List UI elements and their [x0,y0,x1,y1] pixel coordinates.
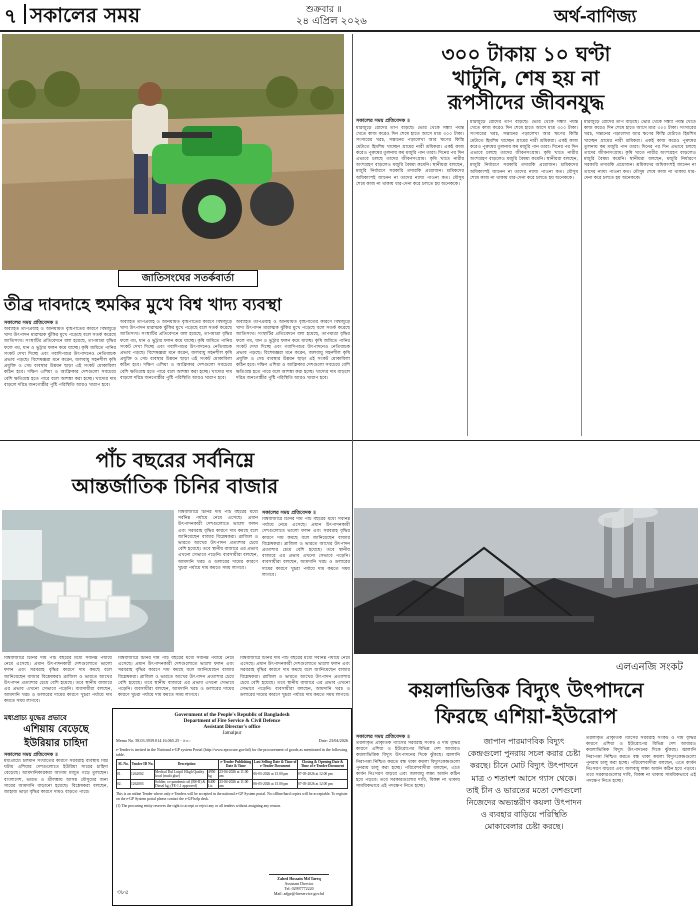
tender-line4: Jamalpur [222,730,242,736]
story1-byline: সকালের সময় প্রতিবেদক ॥ [356,118,410,124]
tender-line3: Assistant Director's office [203,724,261,730]
story4-headline-2: এশিয়ায় বেড়েছে [23,724,89,735]
paper-name: সকালের সময় [30,3,141,27]
table-row [117,769,348,779]
story4-headline-1: মধ্যপ্রাচ্য যুদ্ধের প্রভাবে [4,714,67,722]
story4-byline: সকালের সময় প্রতিবেদক ॥ [4,752,58,758]
coal-plant-photo [354,508,698,654]
tender-th: SL No. [117,760,131,770]
story2-body-col3: অব্যাহত তাপপ্রবাহ ও অনিয়মিত বৃষ্টিপাতের কারণে বিশ্বজুড়ে খাদ্য উৎপাদন মারাত্মক ঝুঁকির মুখে পড়েছে বলে সতর্ক করেছে জাতিসংঘ। সংস্থাটির প্রতিবেদনে বলা হয়েছে, তাপমাত্রা বৃদ্ধির ফলে গম, ধান ও ভুট্টার ফলন কমে যাচ্ছে। কৃষি জমিতে পানির সংকট দেখা দিচ্ছে এবং গবাদিপশুর উৎপাদনেও নেতিবাচক প্রভাব পড়ছে। বিশেষজ্ঞরা মনে করেন, জলবায়ু সহনশীল কৃষি প্রযুক্তি ও সেচ ব্যবস্থার উন্নয়ন ছাড়া এই সংকট মোকাবিলা কঠিন হবে। দক্ষিণ এশিয়া ও আফ্রিকার দেশগুলো সবচেয়ে বেশি ক্ষতিগ্রস্ত হতে পারে বলে আশঙ্কা করা হচ্ছে। খাদ্যের দাম বাড়লে দরিদ্র জনগোষ্ঠীর পুষ্টি পরিস্থিতি আরও খারাপ হবে। [236,320,350,381]
tender-note: This is an online Tender where only e-Tenders will be accepted in the national e-GP System portal. No offline/hard copies will be acceptable. To register on the e-GP System portal please contact the e-GP help desk. [116,792,348,802]
farmer-tiller-photo [2,34,344,270]
tender-memo: Memo No. 58.03.3939.014.16.065.25 - ৫৩০ [116,738,191,743]
tender-td: 6400 Ltr. [208,779,219,789]
issue-day: শুক্রবার ॥ [306,5,342,15]
story1-col-divider-1 [467,120,468,436]
tender-th: Tender ID No. [131,760,155,770]
tender-th: e-Tender Publishing Date & Time [220,760,252,769]
tender-th: Description [155,760,219,770]
masthead [0,0,700,30]
story5-pullquote: জাপান পারমাণবিক বিদ্যুৎ কেন্দ্রগুলো পুনরায় সচল করার চেষ্টা করছে। চীনে মোট বিদ্যুৎ উৎপাদনে মাত্র ৩ শতাংশ আসে গ্যাস থেকে। তাই চীন ও ভারতের মতো দেশগুলো নিজেদের অভ্যন্তরীণ কয়লা উৎপাদন ও ব্যবহার বাড়িয়ে পরিস্থিতি মোকাবেলার চেষ্টা করছে। [466,737,582,832]
tender-td: 23-04-2026 at 11.00 am [219,769,253,779]
tender-td: 01. [117,769,131,779]
main-column-divider [352,34,353,906]
tender-notice [112,708,352,906]
story1-body-col2: মাঠজুড়ে রোদের তাপ বাড়ছে। ভোর থেকে সন্ধ্যা পর্যন্ত খেতে কাজ করেও দিন শেষে হাতে আসে মাত্র ৩০০ টাকা। সংসারের খরচ, সন্তানের পড়ালেখা আর ঋণের কিস্তি মেটাতে হিমশিম খাচ্ছেন গ্রামের নারী শ্রমিকরা। একই কাজ করেও পুরুষের তুলনায় কম মজুরি পান তারা। দিনের পর দিন এভাবে চলছে তাদের জীবনসংগ্রাম। কৃষি খাতে নারীর অংশগ্রহণ বাড়লেও মজুরি বৈষম্য কমেনি। স্থানীয়রা বলছেন, মজুরি নির্ধারণে সরকারি তদারকি প্রয়োজন। শ্রমিকদের অধিকাংশই জানেন না তাদের ন্যায্য পাওনা কত। মৌসুম শেষে কাজ না থাকায় ধার-দেনা করে চলতে হয় অনেককে। [470,120,578,181]
tender-table-header [117,760,348,770]
story1-col-divider-2 [581,120,582,436]
tender-sign-title: Assistant Director [284,881,314,886]
tender-sign-phone: Tel: 02997772220 [284,886,314,891]
tender-th: Last Selling Date & Time of e-Tender Document [253,760,297,769]
story1-body-col1: মাঠজুড়ে রোদের তাপ বাড়ছে। ভোর থেকে সন্ধ্যা পর্যন্ত খেতে কাজ করেও দিন শেষে হাতে আসে মাত্র ৩০০ টাকা। সংসারের খরচ, সন্তানের পড়ালেখা আর ঋণের কিস্তি মেটাতে হিমশিম খাচ্ছেন গ্রামের নারী শ্রমিকরা। একই কাজ করেও পুরুষের তুলনায় কম মজুরি পান তারা। দিনের পর দিন এভাবে চলছে তাদের জীবনসংগ্রাম। কৃষি খাতে নারীর অংশগ্রহণ বাড়লেও মজুরি বৈষম্য কমেনি। স্থানীয়রা বলছেন, মজুরি নির্ধারণে সরকারি তদারকি প্রয়োজন। শ্রমিকদের অধিকাংশই জানেন না তাদের ন্যায্য পাওনা কত। মৌসুম শেষে কাজ না থাকায় ধার-দেনা করে চলতে হয় অনেককে। [356,126,464,187]
page-number: ৭ [4,4,18,28]
story5-kicker: এলএনজি সংকট [616,662,683,673]
story1-headline-2: খাটুনি, শেষ হয় না [452,66,600,90]
story3-body-col4: বিশ্ববাজারে চিনির দাম পাঁচ বছরের মধ্যে সর্বনিম্ন পর্যায়ে নেমে এসেছে। প্রধান উৎপাদনকারী দেশগুলোতে ভালো ফলন এবং সরবরাহ বৃদ্ধির কারণে দাম কমছে বলে জানিয়েছেন বাজার বিশ্লেষকরা। ব্রাজিল ও ভারতে আখের উৎপাদন প্রত্যাশার চেয়ে বেশি হয়েছে। তবে স্থানীয় বাজারে এর প্রভাব এখনো সেভাবে পড়েনি। ব্যবসায়ীরা বলছেন, আমদানি খরচ ও ডলারের দামের কারণে খুচরা পর্যায়ে দাম কমতে সময় লাগবে। [118,656,234,699]
story5-body-col1: তরলীকৃত প্রাকৃতিক গ্যাসের সরবরাহ সংকট ও দাম বৃদ্ধির কারণে এশিয়া ও ইউরোপের বিভিন্ন দেশ আবারও কয়লাভিত্তিক বিদ্যুৎ উৎপাদনের দিকে ঝুঁকছে। জ্বালানি নিরাপত্তা নিশ্চিত করতে বন্ধ থাকা কয়লা বিদ্যুৎকেন্দ্রগুলো পুনরায় চালু করা হচ্ছে। পরিবেশবাদীরা বলছেন, এতে কার্বন নিঃসরণ বাড়বে এবং জলবায়ু লক্ষ্য অর্জন কঠিন হয়ে পড়বে। তবে সরকারগুলোর দাবি, বিকল্প না থাকায় সাময়িকভাবে এই পদক্ষেপ নিতে হচ্ছে। [356,741,460,790]
tender-table [116,759,348,789]
story2-byline: সকালের সময় প্রতিবেদক ॥ [4,320,58,326]
signature-mark [269,867,329,875]
tender-sign-name: Zahed Hossain Md Tareq [277,876,321,881]
story1-body-col3: মাঠজুড়ে রোদের তাপ বাড়ছে। ভোর থেকে সন্ধ্যা পর্যন্ত খেতে কাজ করেও দিন শেষে হাতে আসে মাত্র ৩০০ টাকা। সংসারের খরচ, সন্তানের পড়ালেখা আর ঋণের কিস্তি মেটাতে হিমশিম খাচ্ছেন গ্রামের নারী শ্রমিকরা। একই কাজ করেও পুরুষের তুলনায় কম মজুরি পান তারা। দিনের পর দিন এভাবে চলছে তাদের জীবনসংগ্রাম। কৃষি খাতে নারীর অংশগ্রহণ বাড়লেও মজুরি বৈষম্য কমেনি। স্থানীয়রা বলছেন, মজুরি নির্ধারণে সরকারি তদারকি প্রয়োজন। শ্রমিকদের অধিকাংশই জানেন না তাদের ন্যায্য পাওনা কত। মৌসুম শেষে কাজ না থাকায় ধার-দেনা করে চলতে হয় অনেককে। [584,120,696,181]
tender-td: 07-05-2026 at 12.00 pm [297,769,347,779]
story3-body-col1: বিশ্ববাজারে চিনির দাম পাঁচ বছরের মধ্যে সর্বনিম্ন পর্যায়ে নেমে এসেছে। প্রধান উৎপাদনকারী দেশগুলোতে ভালো ফলন এবং সরবরাহ বৃদ্ধির কারণে দাম কমছে বলে জানিয়েছেন বাজার বিশ্লেষকরা। ব্রাজিল ও ভারতে আখের উৎপাদন প্রত্যাশার চেয়ে বেশি হয়েছে। তবে স্থানীয় বাজারে এর প্রভাব এখনো সেভাবে পড়েনি। ব্যবসায়ীরা বলছেন, আমদানি খরচ ও ডলারের দামের কারণে খুচরা পর্যায়ে দাম কমতে সময় লাগবে। [178,510,258,571]
tender-td: 07-05-2026 at 12.00 pm [297,779,347,789]
story1-headline-1: ৩০০ টাকায় ১০ ঘণ্টা [441,42,611,66]
story5-headline-2: ফিরছে এশিয়া-ইউরোপ [435,704,617,728]
sugar-cubes-photo [2,510,174,652]
tender-td: 06-05-2026 at 15.00 pm [253,779,298,789]
tender-td: 1262002 [131,769,155,779]
table-row [117,779,348,789]
story1-headline-3: রূপসীদের জীবনযুদ্ধ [447,90,605,114]
story5-headline-1: কয়লাভিত্তিক বিদ্যুৎ উৎপাদনে [408,678,644,702]
story3-body-col3: বিশ্ববাজারে চিনির দাম পাঁচ বছরের মধ্যে সর্বনিম্ন পর্যায়ে নেমে এসেছে। প্রধান উৎপাদনকারী দেশগুলোতে ভালো ফলন এবং সরবরাহ বৃদ্ধির কারণে দাম কমছে বলে জানিয়েছেন বাজার বিশ্লেষকরা। ব্রাজিল ও ভারতে আখের উৎপাদন প্রত্যাশার চেয়ে বেশি হয়েছে। তবে স্থানীয় বাজারে এর প্রভাব এখনো সেভাবে পড়েনি। ব্যবসায়ীরা বলছেন, আমদানি খরচ ও ডলারের দামের কারণে খুচরা পর্যায়ে দাম কমতে সময় লাগবে। [4,656,112,705]
story4-headline-3: ইউরিয়ার চাহিদা [24,738,88,749]
story2-headline: তীব্র দাবদাহে হুমকির মুখে বিশ্ব খাদ্য ব্যবস্থা [4,295,282,314]
tender-td: 1262003 [131,779,155,789]
tender-intro: e-Tender is invited in the National e-GP system Portal (http://www.eprocure.gov.bd) for the procurement of goods as mentioned in the following table. [116,747,348,757]
story5-byline: সকালের সময় প্রতিবেদক ॥ [356,734,410,740]
story5-body-col2: তরলীকৃত প্রাকৃতিক গ্যাসের সরবরাহ সংকট ও দাম বৃদ্ধির কারণে এশিয়া ও ইউরোপের বিভিন্ন দেশ আবারও কয়লাভিত্তিক বিদ্যুৎ উৎপাদনের দিকে ঝুঁকছে। জ্বালানি নিরাপত্তা নিশ্চিত করতে বন্ধ থাকা কয়লা বিদ্যুৎকেন্দ্রগুলো পুনরায় চালু করা হচ্ছে। পরিবেশবাদীরা বলছেন, এতে কার্বন নিঃসরণ বাড়বে এবং জলবায়ু লক্ষ্য অর্জন কঠিন হয়ে পড়বে। তবে সরকারগুলোর দাবি, বিকল্প না থাকায় সাময়িকভাবে এই পদক্ষেপ নিতে হচ্ছে। [586,736,696,785]
story4-body: মধ্যপ্রাচ্যে চলমান সংঘাতের কারণে সরবরাহ ব্যবস্থায় বিঘ্ন ঘটায় এশিয়ার দেশগুলোতে ইউরিয়া সারের চাহিদা বেড়েছে। আমদানিকারকরা আগাম মজুত গড়ে তুলছেন। বাংলাদেশ, ভারত ও শ্রীলঙ্কায় আসন্ন মৌসুমের জন্য সারের আমদানি বাড়ানো হয়েছে। বিশ্লেষকরা বলছেন, জাহাজ ভাড়া বৃদ্ধির কারণে দামও বাড়তে পারে। [4,759,108,796]
tender-td: 06-05-2026 at 15.00 pm [253,769,298,779]
row-divider-1 [0,440,700,441]
story3-body-col5: বিশ্ববাজারে চিনির দাম পাঁচ বছরের মধ্যে সর্বনিম্ন পর্যায়ে নেমে এসেছে। প্রধান উৎপাদনকারী দেশগুলোতে ভালো ফলন এবং সরবরাহ বৃদ্ধির কারণে দাম কমছে বলে জানিয়েছেন বাজার বিশ্লেষকরা। ব্রাজিল ও ভারতে আখের উৎপাদন প্রত্যাশার চেয়ে বেশি হয়েছে। তবে স্থানীয় বাজারে এর প্রভাব এখনো সেভাবে পড়েনি। ব্যবসায়ীরা বলছেন, আমদানি খরচ ও ডলারের দামের কারণে খুচরা পর্যায়ে দাম কমতে সময় লাগবে। [240,656,350,699]
tender-line2: Department of Fire Service & Civil Defence [183,718,281,724]
tender-th: Closing & Opening Date & Time of e-Tender Document [297,760,347,770]
masthead-rule [0,30,700,32]
section-title: অর্থ-বাণিজ্য [554,7,637,27]
tender-code: ৩৮৫ [117,889,129,896]
issue-date: ২৪ এপ্রিল ২০২৬ [296,16,367,27]
tender-sign-mail: Mail: adjpr@fireservice.gov.bd [273,891,325,896]
tender-signature [253,867,345,896]
tender-td: 4950 kg [208,769,219,779]
story3-headline-2: আন্তর্জাতিক চিনির বাজার [71,474,279,498]
tender-td: Medical Dul Lutpil 10kgh Quality local (multi glue) [155,769,208,779]
story3-body-col2: বিশ্ববাজারে চিনির দাম পাঁচ বছরের মধ্যে সর্বনিম্ন পর্যায়ে নেমে এসেছে। প্রধান উৎপাদনকারী দেশগুলোতে ভালো ফলন এবং সরবরাহ বৃদ্ধির কারণে দাম কমছে বলে জানিয়েছেন বাজার বিশ্লেষকরা। ব্রাজিল ও ভারতে আখের উৎপাদন প্রত্যাশার চেয়ে বেশি হয়েছে। তবে স্থানীয় বাজারে এর প্রভাব এখনো সেভাবে পড়েনি। ব্যবসায়ীরা বলছেন, আমদানি খরচ ও ডলারের দামের কারণে খুচরা পর্যায়ে দাম কমতে সময় লাগবে। [262,517,350,578]
story2-kicker-text: জাতিসংঘের সতর্কবার্তা [141,273,235,284]
tender-line1: Government of the People's Republic of Bangladesh [174,712,290,718]
tender-td: 23-04-2026 at 11.00 am [219,779,253,789]
tender-date: Date: 23/04/2026 [318,738,348,743]
story2-body-col2: অব্যাহত তাপপ্রবাহ ও অনিয়মিত বৃষ্টিপাতের কারণে বিশ্বজুড়ে খাদ্য উৎপাদন মারাত্মক ঝুঁকির মুখে পড়েছে বলে সতর্ক করেছে জাতিসংঘ। সংস্থাটির প্রতিবেদনে বলা হয়েছে, তাপমাত্রা বৃদ্ধির ফলে গম, ধান ও ভুট্টার ফলন কমে যাচ্ছে। কৃষি জমিতে পানির সংকট দেখা দিচ্ছে এবং গবাদিপশুর উৎপাদনেও নেতিবাচক প্রভাব পড়ছে। বিশেষজ্ঞরা মনে করেন, জলবায়ু সহনশীল কৃষি প্রযুক্তি ও সেচ ব্যবস্থার উন্নয়ন ছাড়া এই সংকট মোকাবিলা কঠিন হবে। দক্ষিণ এশিয়া ও আফ্রিকার দেশগুলো সবচেয়ে বেশি ক্ষতিগ্রস্ত হতে পারে বলে আশঙ্কা করা হচ্ছে। খাদ্যের দাম বাড়লে দরিদ্র জনগোষ্ঠীর পুষ্টি পরিস্থিতি আরও খারাপ হবে। [120,320,232,381]
tender-td: 02. [117,779,131,789]
story3-byline: সকালের সময় প্রতিবেদক ॥ [262,510,316,516]
story2-body-col1: অব্যাহত তাপপ্রবাহ ও অনিয়মিত বৃষ্টিপাতের কারণে বিশ্বজুড়ে খাদ্য উৎপাদন মারাত্মক ঝুঁকির মুখে পড়েছে বলে সতর্ক করেছে জাতিসংঘ। সংস্থাটির প্রতিবেদনে বলা হয়েছে, তাপমাত্রা বৃদ্ধির ফলে গম, ধান ও ভুট্টার ফলন কমে যাচ্ছে। কৃষি জমিতে পানির সংকট দেখা দিচ্ছে এবং গবাদিপশুর উৎপাদনেও নেতিবাচক প্রভাব পড়ছে। বিশেষজ্ঞরা মনে করেন, জলবায়ু সহনশীল কৃষি প্রযুক্তি ও সেচ ব্যবস্থার উন্নয়ন ছাড়া এই সংকট মোকাবিলা কঠিন হবে। দক্ষিণ এশিয়া ও আফ্রিকার দেশগুলো সবচেয়ে বেশি ক্ষতিগ্রস্ত হতে পারে বলে আশঙ্কা করা হচ্ছে। খাদ্যের দাম বাড়লে দরিদ্র জনগোষ্ঠীর পুষ্টি পরিস্থিতি আরও খারাপ হবে। [4,327,116,388]
tender-td: Soldier, co-pandemic oil (BS-II) & Diesel kg, (FE-1.1 approved) [155,779,208,789]
tender-note2: (1) The procuring entity reserves the right to accept or reject any or all tenders without assigning any reason. [116,804,281,809]
masthead-divider [24,4,26,24]
story3-headline-1: পাঁচ বছরের সর্বনিম্নে [95,448,255,472]
